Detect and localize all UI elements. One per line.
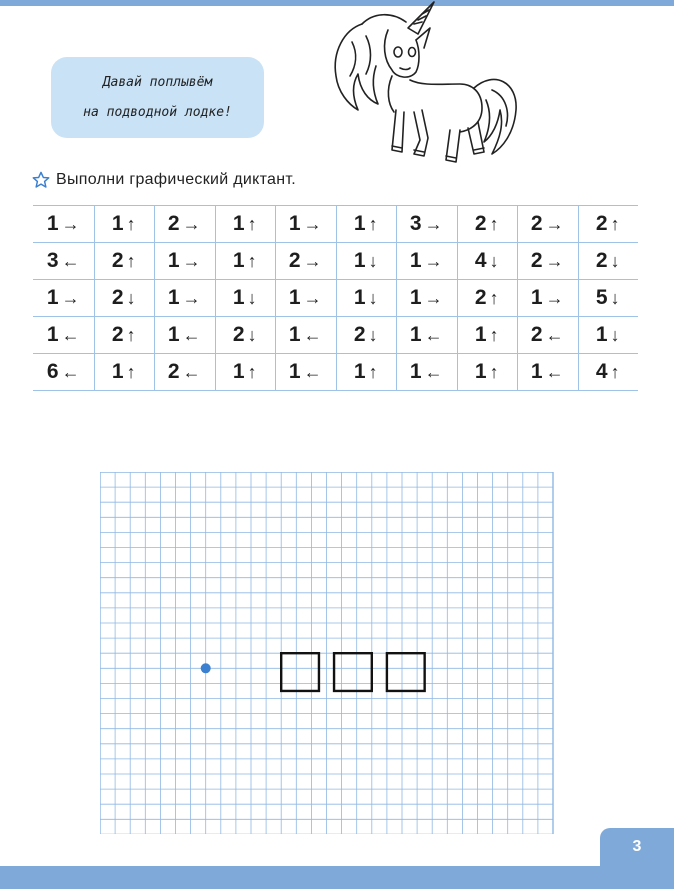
step-count: 1 [46, 286, 59, 309]
step-count: 2 [111, 249, 124, 272]
step-count: 1 [288, 323, 301, 346]
step-count: 2 [474, 212, 487, 235]
direction-arrow-icon: → [424, 250, 443, 271]
dictation-step [154, 317, 215, 353]
step-count: 2 [530, 212, 543, 235]
dictation-step [94, 317, 155, 353]
direction-arrow-icon: ↓ [610, 324, 620, 345]
step-count: 1 [288, 212, 301, 235]
dictation-step [396, 206, 457, 242]
direction-arrow-icon: ↑ [126, 324, 136, 345]
dictation-step [578, 206, 639, 242]
step-count: 1 [167, 286, 180, 309]
dictation-step [457, 317, 518, 353]
step-count: 2 [353, 323, 366, 346]
dictation-step [33, 354, 94, 390]
dictation-row [33, 280, 638, 316]
direction-arrow-icon: ← [61, 361, 80, 382]
dictation-step [215, 206, 276, 242]
direction-arrow-icon: ↓ [126, 287, 136, 308]
porthole-square [334, 653, 372, 691]
direction-arrow-icon: ↑ [610, 213, 620, 234]
dictation-row [33, 317, 638, 353]
step-count: 1 [595, 323, 608, 346]
dictation-step [94, 243, 155, 279]
dictation-step [215, 317, 276, 353]
direction-arrow-icon: ← [303, 324, 322, 345]
direction-arrow-icon: ← [545, 324, 564, 345]
step-count: 2 [111, 286, 124, 309]
task-instruction [32, 171, 296, 189]
bottom-color-band [0, 866, 674, 889]
porthole-square [281, 653, 319, 691]
step-count: 2 [167, 360, 180, 383]
direction-arrow-icon: ↑ [489, 287, 499, 308]
direction-arrow-icon: ↑ [126, 250, 136, 271]
dictation-row [33, 243, 638, 279]
step-count: 1 [167, 249, 180, 272]
direction-arrow-icon: ↑ [489, 213, 499, 234]
step-count: 1 [111, 212, 124, 235]
direction-arrow-icon: → [182, 213, 201, 234]
dictation-step [578, 243, 639, 279]
direction-arrow-icon: → [303, 250, 322, 271]
dictation-step [578, 280, 639, 316]
dictation-row [33, 206, 638, 242]
direction-arrow-icon: ← [303, 361, 322, 382]
direction-arrow-icon: ↓ [368, 324, 378, 345]
direction-arrow-icon: ↓ [247, 324, 257, 345]
dictation-step [275, 280, 336, 316]
dictation-step [336, 354, 397, 390]
direction-arrow-icon: ← [182, 324, 201, 345]
dictation-step [154, 280, 215, 316]
direction-arrow-icon: ↑ [247, 213, 257, 234]
step-count: 1 [530, 286, 543, 309]
dictation-step [215, 354, 276, 390]
dictation-step [396, 280, 457, 316]
dictation-step [517, 317, 578, 353]
direction-arrow-icon: ↑ [489, 324, 499, 345]
page-number: 3 [600, 828, 674, 866]
step-count: 2 [167, 212, 180, 235]
direction-arrow-icon: ← [61, 324, 80, 345]
direction-arrow-icon: ↓ [610, 250, 620, 271]
dictation-step [154, 354, 215, 390]
dictation-step [396, 354, 457, 390]
step-count: 1 [46, 212, 59, 235]
direction-arrow-icon: ↓ [610, 287, 620, 308]
step-count: 1 [46, 323, 59, 346]
direction-arrow-icon: → [545, 250, 564, 271]
direction-arrow-icon: ↓ [489, 250, 499, 271]
direction-arrow-icon: → [424, 287, 443, 308]
dictation-step [154, 243, 215, 279]
direction-arrow-icon: → [303, 213, 322, 234]
direction-arrow-icon: → [182, 287, 201, 308]
dictation-step [578, 317, 639, 353]
direction-arrow-icon: ← [61, 250, 80, 271]
direction-arrow-icon: ↓ [368, 287, 378, 308]
step-count: 1 [111, 360, 124, 383]
step-count: 2 [595, 212, 608, 235]
direction-arrow-icon: ↑ [126, 213, 136, 234]
direction-arrow-icon: → [545, 213, 564, 234]
dictation-table [33, 205, 638, 391]
direction-arrow-icon: ↑ [368, 213, 378, 234]
step-count: 2 [530, 249, 543, 272]
step-count: 2 [595, 249, 608, 272]
unicorn-illustration [322, 0, 522, 176]
step-count: 4 [595, 360, 608, 383]
dictation-step [33, 317, 94, 353]
dictation-step [517, 206, 578, 242]
step-count: 1 [353, 360, 366, 383]
start-point-dot [201, 663, 211, 673]
dictation-step [336, 317, 397, 353]
direction-arrow-icon: ← [424, 361, 443, 382]
step-count: 1 [232, 360, 245, 383]
dictation-step [396, 243, 457, 279]
step-count: 1 [409, 249, 422, 272]
drawing-grid [100, 472, 554, 834]
step-count: 4 [474, 249, 487, 272]
step-count: 1 [409, 360, 422, 383]
step-count: 1 [474, 323, 487, 346]
dictation-step [517, 243, 578, 279]
dictation-step [94, 206, 155, 242]
speech-bubble-line-2: на подводной лодке! [83, 104, 232, 120]
step-count: 5 [595, 286, 608, 309]
direction-arrow-icon: ↑ [489, 361, 499, 382]
direction-arrow-icon: → [61, 213, 80, 234]
step-count: 1 [530, 360, 543, 383]
step-count: 1 [353, 212, 366, 235]
step-count: 1 [474, 360, 487, 383]
direction-arrow-icon: ↑ [247, 361, 257, 382]
star-icon [32, 171, 50, 189]
step-count: 1 [288, 286, 301, 309]
direction-arrow-icon: ↑ [368, 361, 378, 382]
dictation-step [33, 206, 94, 242]
step-count: 2 [288, 249, 301, 272]
step-count: 1 [353, 249, 366, 272]
direction-arrow-icon: ↓ [247, 287, 257, 308]
dictation-step [517, 354, 578, 390]
dictation-step [396, 317, 457, 353]
dictation-step [578, 354, 639, 390]
step-count: 2 [232, 323, 245, 346]
direction-arrow-icon: ← [424, 324, 443, 345]
dictation-step [336, 206, 397, 242]
dictation-row [33, 354, 638, 390]
step-count: 3 [46, 249, 59, 272]
direction-arrow-icon: ↑ [247, 250, 257, 271]
step-count: 1 [232, 286, 245, 309]
step-count: 1 [288, 360, 301, 383]
dictation-step [33, 243, 94, 279]
direction-arrow-icon: ← [182, 361, 201, 382]
direction-arrow-icon: ↓ [368, 250, 378, 271]
step-count: 2 [111, 323, 124, 346]
dictation-step [457, 280, 518, 316]
direction-arrow-icon: → [424, 213, 443, 234]
step-count: 2 [474, 286, 487, 309]
dictation-step [457, 354, 518, 390]
dictation-step [457, 206, 518, 242]
step-count: 1 [167, 323, 180, 346]
dictation-step [154, 206, 215, 242]
dictation-step [275, 354, 336, 390]
dictation-step [94, 280, 155, 316]
dictation-step [457, 243, 518, 279]
dictation-step [336, 280, 397, 316]
dictation-step [275, 243, 336, 279]
dictation-step [275, 317, 336, 353]
direction-arrow-icon: ↑ [126, 361, 136, 382]
speech-bubble [51, 57, 264, 138]
dictation-step [33, 280, 94, 316]
step-count: 2 [530, 323, 543, 346]
step-count: 6 [46, 360, 59, 383]
direction-arrow-icon: → [61, 287, 80, 308]
direction-arrow-icon: ↑ [610, 361, 620, 382]
step-count: 1 [409, 323, 422, 346]
dictation-step [215, 243, 276, 279]
direction-arrow-icon: → [303, 287, 322, 308]
direction-arrow-icon: → [182, 250, 201, 271]
direction-arrow-icon: ← [545, 361, 564, 382]
step-count: 1 [232, 249, 245, 272]
dictation-step [336, 243, 397, 279]
step-count: 1 [353, 286, 366, 309]
dictation-step [517, 280, 578, 316]
porthole-square [387, 653, 425, 691]
step-count: 1 [409, 286, 422, 309]
dictation-step [275, 206, 336, 242]
task-text: Выполни графический диктант. [56, 171, 296, 188]
step-count: 3 [409, 212, 422, 235]
direction-arrow-icon: → [545, 287, 564, 308]
step-count: 1 [232, 212, 245, 235]
dictation-step [94, 354, 155, 390]
speech-bubble-line-1: Давай поплывём [102, 74, 213, 90]
dictation-step [215, 280, 276, 316]
